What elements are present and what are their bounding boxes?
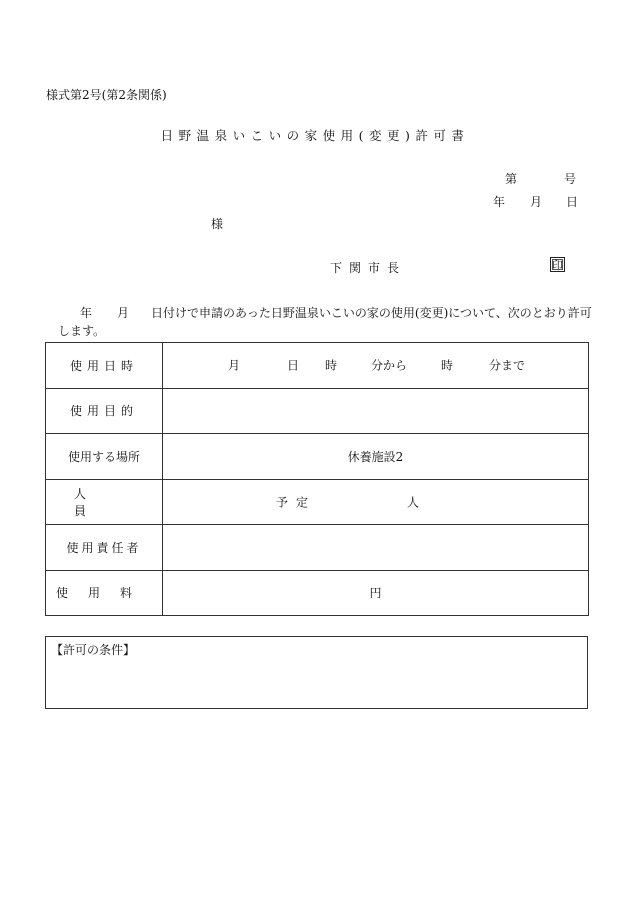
table-row — [46, 434, 589, 480]
usage-place-value: 休養施設2 — [163, 434, 589, 480]
table-row — [46, 570, 589, 616]
permit-details-table — [45, 342, 589, 616]
responsible-person-value — [163, 525, 589, 571]
table-row — [46, 479, 589, 525]
headcount-unit: 人 — [407, 495, 420, 510]
usage-month: 月 — [228, 358, 241, 373]
row-label-usage-purpose: 使用目的 — [46, 388, 163, 434]
table-row — [46, 388, 589, 434]
usage-purpose-value — [163, 388, 589, 434]
usage-day: 日 — [287, 358, 300, 373]
usage-start-hour: 時 — [325, 358, 338, 373]
usage-end-minute: 分まで — [489, 358, 526, 373]
headcount-planned: 予定 — [276, 495, 317, 510]
issue-number-suffix: 号 — [564, 172, 577, 186]
issue-date-year: 年 — [493, 195, 506, 209]
addressee-honorific: 様 — [211, 217, 224, 231]
headcount-value — [163, 479, 589, 525]
usage-fee-value: 円 — [163, 570, 589, 616]
body-month: 月 — [117, 306, 130, 320]
issue-date-day: 日 — [566, 195, 579, 209]
issuer-name: 下関市長 — [330, 261, 407, 275]
usage-start-minute: 分から — [371, 358, 408, 373]
row-label-usage-datetime: 使用日時 — [46, 343, 163, 389]
row-label-headcount: 人員 — [46, 479, 163, 525]
form-number-label: 様式第2号(第2条関係) — [46, 88, 167, 102]
row-label-usage-place: 使用する場所 — [46, 434, 163, 480]
usage-datetime-value — [163, 343, 589, 389]
table-row — [46, 343, 589, 389]
document-title: 日野温泉いこいの家使用(変更)許可書 — [160, 128, 470, 143]
issue-date-month: 月 — [530, 195, 543, 209]
permit-conditions-box — [45, 636, 588, 709]
permit-conditions-title: 【許可の条件】 — [51, 643, 136, 657]
body-text-continued: します。 — [58, 324, 106, 338]
issue-number-prefix: 第 — [505, 172, 518, 186]
row-label-responsible-person: 使用責任者 — [46, 525, 163, 571]
body-year: 年 — [80, 306, 93, 320]
seal-stamp-icon: 印 — [552, 259, 563, 272]
table-row — [46, 525, 589, 571]
body-text: 日付けで申請のあった日野温泉いこいの家の使用(変更)について、次のとおり許可 — [151, 306, 592, 320]
row-label-usage-fee: 使用料 — [46, 570, 163, 616]
usage-end-hour: 時 — [441, 358, 454, 373]
